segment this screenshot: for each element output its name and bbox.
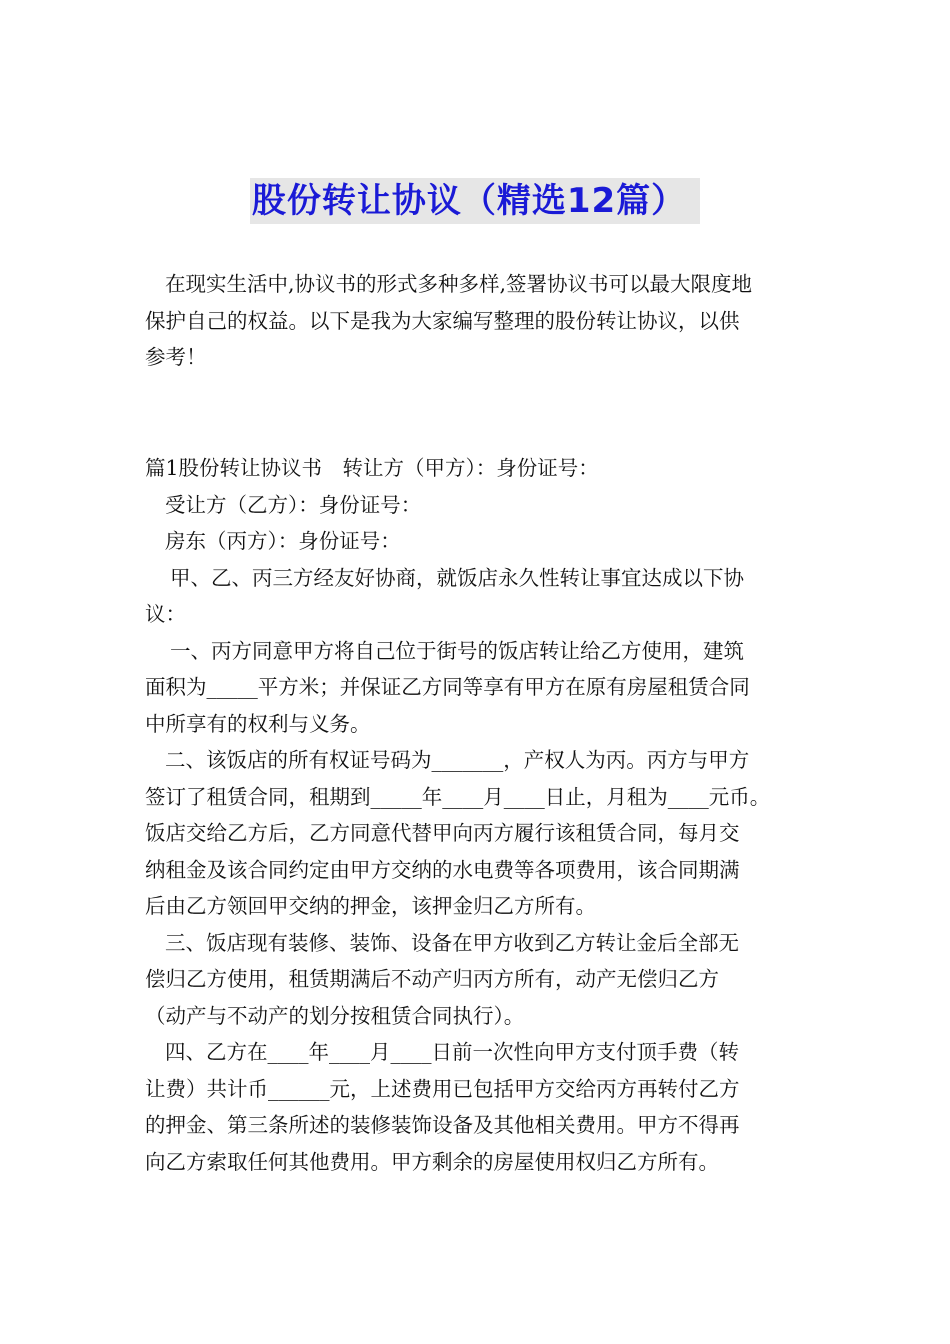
article-line: 甲、乙、丙三方经友好协商，就饭店永久性转让事宜达成以下协 (170, 565, 744, 590)
document-title: 股份转让协议（精选12篇） (250, 178, 700, 224)
clause-2-line: 后由乙方领回甲交纳的押金，该押金归乙方所有。 (145, 894, 596, 918)
title-container (0, 178, 950, 224)
clause-4-line: 向乙方索取任何其他费用。甲方剩余的房屋使用权归乙方所有。 (145, 1149, 719, 1174)
clause-3-line: 三、饭店现有装修、装饰、设备在甲方收到乙方转让金后全部无 (165, 930, 739, 955)
intro-paragraph (145, 266, 815, 376)
article-section (145, 450, 815, 1180)
clause-4-line: 四、乙方在____年____月____日前一次性向甲方支付顶手费（转 (165, 1040, 739, 1064)
clause-3-line: 偿归乙方使用，租赁期满后不动产归丙方所有，动产无偿归乙方 (145, 967, 719, 991)
article-heading-line: 篇1股份转让协议书 转让方（甲方）：身份证号： (145, 456, 599, 480)
clause-4-line: 的押金、第三条所述的装修装饰设备及其他相关费用。甲方不得再 (145, 1113, 740, 1137)
clause-2-line: 饭店交给乙方后，乙方同意代替甲向丙方履行该租赁合同，每月交 (145, 821, 740, 845)
clause-4-line: 让费）共计币______元，上述费用已包括甲方交给丙方再转付乙方 (145, 1076, 740, 1101)
clause-1-line: 一、丙方同意甲方将自己位于街号的饭店转让给乙方使用，建筑 (170, 638, 744, 663)
clause-2-line: 纳租金及该合同约定由甲方交纳的水电费等各项费用，该合同期满 (145, 857, 740, 882)
clause-3-line: （动产与不动产的划分按租赁合同执行）。 (145, 1003, 525, 1028)
article-line-landlord: 房东（丙方）：身份证号： (165, 529, 401, 553)
clause-1-line: 面积为_____平方米；并保证乙方同等享有甲方在原有房屋租赁合同 (145, 675, 750, 699)
intro-line: 在现实生活中,协议书的形式多种多样,签署协议书可以最大限度地 (165, 272, 753, 296)
intro-line: 保护自己的权益。以下是我为大家编写整理的股份转让协议，以供 (145, 308, 740, 333)
clause-2-line: 二、该饭店的所有权证号码为_______，产权人为丙。丙方与甲方 (165, 748, 750, 772)
article-line: 议： (145, 602, 186, 626)
clause-2-line: 签订了租赁合同，租期到_____年____月____日止，月租为____元币。 (145, 784, 771, 809)
article-line-assignee: 受让方（乙方）：身份证号： (165, 492, 422, 517)
intro-line: 参考！ (145, 345, 207, 369)
clause-1-line: 中所享有的权利与义务。 (145, 711, 371, 736)
